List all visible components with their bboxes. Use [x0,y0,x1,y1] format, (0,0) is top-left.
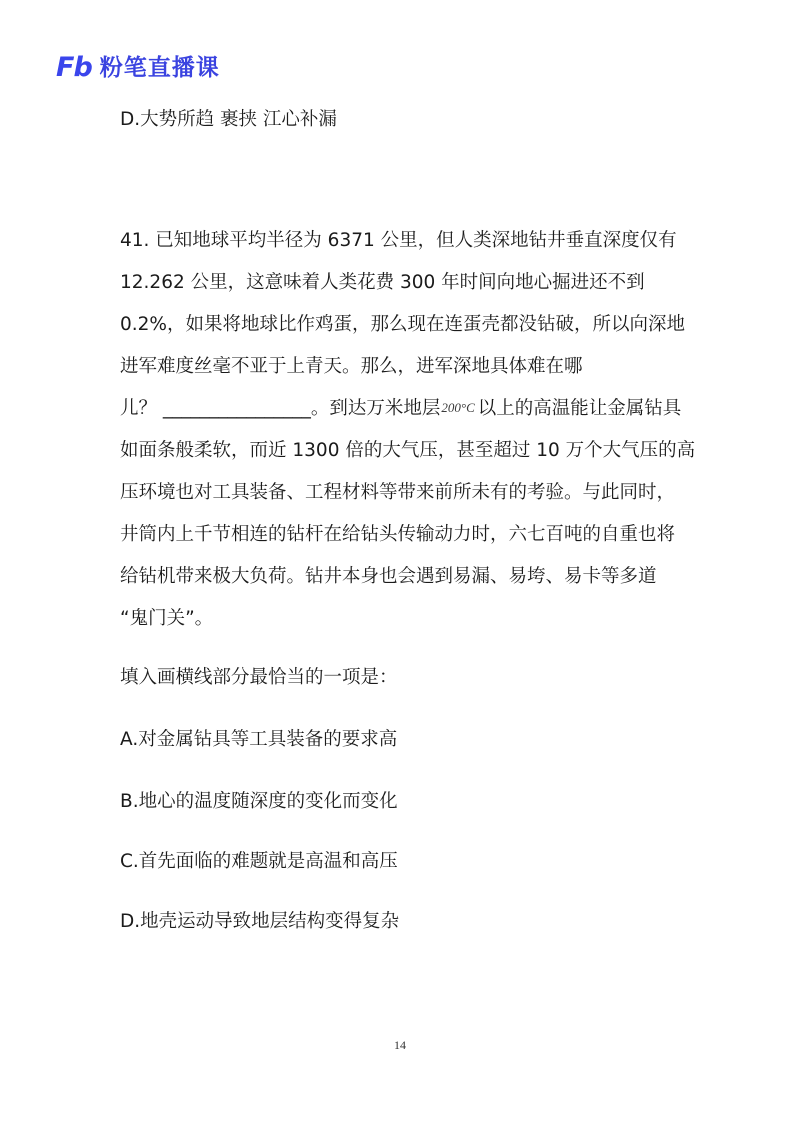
question-line: 井筒内上千节相连的钻杆在给钻头传输动力时，六七百吨的自重也将 [120,524,676,545]
question-line: 41. 已知地球平均半径为 6371 公里，但人类深地钻井垂直深度仅有 [120,230,677,251]
page-number: 14 [394,1038,406,1052]
question-line: “鬼门关”。 [120,608,214,629]
option-d: D.地壳运动导致地层结构变得复杂 [120,911,400,932]
question-line: 0.2%，如果将地球比作鸡蛋，那么现在连蛋壳都没钻破，所以向深地 [120,314,686,335]
blank-line-before: 儿？ [120,398,163,419]
option-a: A.对金属钻具等工具装备的要求高 [120,729,398,750]
question-line: 进军难度丝毫不亚于上青天。那么，进军深地具体难在哪 [120,356,583,377]
question-line: 如面条般柔软，而近 1300 倍的大气压，甚至超过 10 万个大气压的高 [120,440,696,461]
question-line: 压环境也对工具装备、工程材料等带来前所未有的考验。与此同时， [120,482,676,503]
temperature-formula: 200°C [441,400,475,415]
question-line: 12.262 公里，这意味着人类花费 300 年时间向地心掘进还不到 [120,272,645,293]
fenbi-logo-icon: Fb [56,52,92,83]
previous-option-d: D.大势所趋 裹挟 江心补漏 [120,109,337,130]
brand-name: 粉笔直播课 [99,55,220,81]
question-line: 给钻机带来极大负荷。钻井本身也会遇到易漏、易垮、易卡等多道 [120,566,657,587]
answer-blank: ________________ [162,398,311,419]
blank-line-middle: 。到达万米地层 [310,398,441,419]
option-b: B.地心的温度随深度的变化而变化 [120,791,398,812]
question-prompt: 填入画横线部分最恰当的一项是： [120,667,398,688]
option-c: C.首先面临的难题就是高温和高压 [120,851,398,872]
brand-header [56,52,220,84]
blank-line-after: 以上的高温能让金属钻具 [477,398,682,419]
question-line-with-blank [120,395,681,423]
